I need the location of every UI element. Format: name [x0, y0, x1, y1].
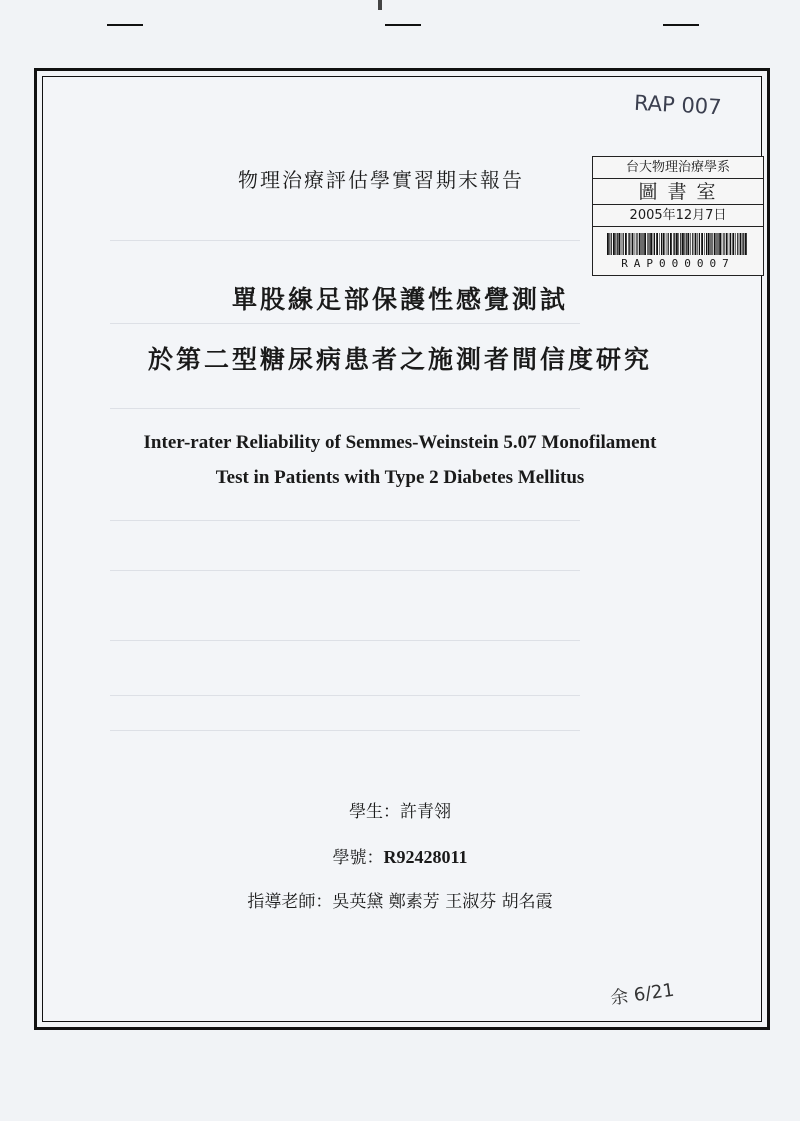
- barcode-bar: [621, 233, 622, 255]
- staple-mark: [378, 0, 382, 10]
- barcode-bar: [654, 233, 655, 255]
- title-en: [0, 425, 800, 495]
- barcode-bar: [745, 233, 747, 255]
- barcode-bar: [641, 233, 642, 255]
- barcode-bar: [676, 233, 678, 255]
- advisor-label: 指導老師：: [247, 892, 333, 912]
- barcode-bar: [648, 233, 649, 255]
- student-id-label: 學號：: [332, 848, 384, 868]
- barcode-bar: [636, 233, 637, 255]
- barcode-bar: [726, 233, 728, 255]
- barcode-bar: [719, 233, 721, 255]
- barcode-bar: [701, 233, 703, 255]
- barcode-bar: [609, 233, 610, 255]
- barcode-bar: [732, 233, 734, 255]
- barcode-bar: [632, 233, 634, 255]
- barcode-bar: [678, 233, 679, 255]
- barcode-bar: [737, 233, 738, 255]
- barcode-bar: [729, 233, 730, 255]
- barcode-bar: [706, 233, 707, 255]
- scan-mark: [107, 24, 143, 26]
- barcode-bar: [704, 233, 705, 255]
- barcode-bar: [743, 233, 744, 255]
- stamp-barcode-area: [593, 227, 763, 275]
- stamp-department: 台大物理治療學系: [593, 157, 763, 179]
- barcode-bar: [661, 233, 662, 255]
- barcode-bar: [673, 233, 674, 255]
- barcode-bar: [684, 233, 685, 255]
- barcode-bar: [635, 233, 636, 255]
- barcode-bar: [670, 233, 672, 255]
- scan-mark: [663, 24, 699, 26]
- student-id-value: R92428011: [383, 847, 468, 867]
- title-zh-line-2: 於第二型糖尿病患者之施測者間信度研究: [147, 345, 652, 374]
- barcode-bar: [742, 233, 743, 255]
- barcode-bar: [687, 233, 689, 255]
- barcode-bar: [699, 233, 700, 255]
- advisor-names: 吳英黛 鄭素芳 王淑芬 胡名霞: [332, 892, 553, 912]
- barcode-bar: [716, 233, 717, 255]
- barcode-bar: [711, 233, 712, 255]
- barcode-bar: [629, 233, 630, 255]
- barcode-bar: [628, 233, 629, 255]
- student-name: 許青翎: [400, 802, 451, 822]
- barcode-bar: [617, 233, 618, 255]
- barcode-bar: [722, 233, 723, 255]
- stamp-library: 圖書室: [593, 179, 763, 205]
- handwritten-initials: 余 6/21: [609, 979, 676, 1010]
- barcode-bar: [740, 233, 742, 255]
- barcode-bar: [663, 233, 665, 255]
- barcode-bar: [656, 233, 658, 255]
- barcode-bar: [653, 233, 654, 255]
- barcode-bar: [611, 233, 612, 255]
- student-id-line: [0, 843, 800, 868]
- student-label: 學生：: [349, 802, 400, 822]
- barcode-bar: [697, 233, 698, 255]
- barcode-bar: [714, 233, 716, 255]
- title-en-line-2: Test in Patients with Type 2 Diabetes Mellitus: [215, 467, 585, 488]
- barcode-bar: [717, 233, 718, 255]
- barcode-bar: [735, 233, 736, 255]
- stamp-date: 2005年12月7日: [593, 205, 763, 227]
- barcode-bar: [686, 233, 687, 255]
- scan-mark: [385, 24, 421, 26]
- title-zh-line-1: 單股線足部保護性感覺測試: [231, 285, 568, 314]
- barcode-bar: [639, 233, 641, 255]
- barcode-bar: [682, 233, 684, 255]
- barcode-number: RAP000007: [621, 257, 735, 270]
- barcode-bar: [690, 233, 691, 255]
- barcode-bar: [695, 233, 697, 255]
- barcode-bar: [644, 233, 646, 255]
- barcode: [607, 233, 747, 255]
- barcode-bar: [710, 233, 711, 255]
- barcode-bar: [680, 233, 681, 255]
- barcode-bar: [674, 233, 675, 255]
- barcode-bar: [625, 233, 627, 255]
- barcode-bar: [730, 233, 731, 255]
- student-line: [0, 797, 800, 822]
- barcode-bar: [607, 233, 609, 255]
- barcode-bar: [650, 233, 652, 255]
- barcode-bar: [692, 233, 693, 255]
- barcode-bar: [618, 233, 620, 255]
- title-en-line-1: Inter-rater Reliability of Semmes-Weinstein 5.07 Monofilament: [143, 432, 657, 453]
- barcode-bar: [708, 233, 710, 255]
- barcode-bar: [668, 233, 669, 255]
- report-title: 物理治療評估學實習期末報告: [238, 168, 524, 192]
- barcode-bar: [615, 233, 616, 255]
- barcode-bar: [613, 233, 615, 255]
- handwritten-catalog-code: RAP 007: [633, 90, 723, 120]
- barcode-bar: [659, 233, 660, 255]
- barcode-bar: [623, 233, 624, 255]
- barcode-bar: [642, 233, 643, 255]
- advisor-line: [0, 887, 800, 912]
- barcode-bar: [723, 233, 724, 255]
- barcode-bar: [647, 233, 648, 255]
- library-stamp: [592, 156, 764, 276]
- barcode-bar: [666, 233, 667, 255]
